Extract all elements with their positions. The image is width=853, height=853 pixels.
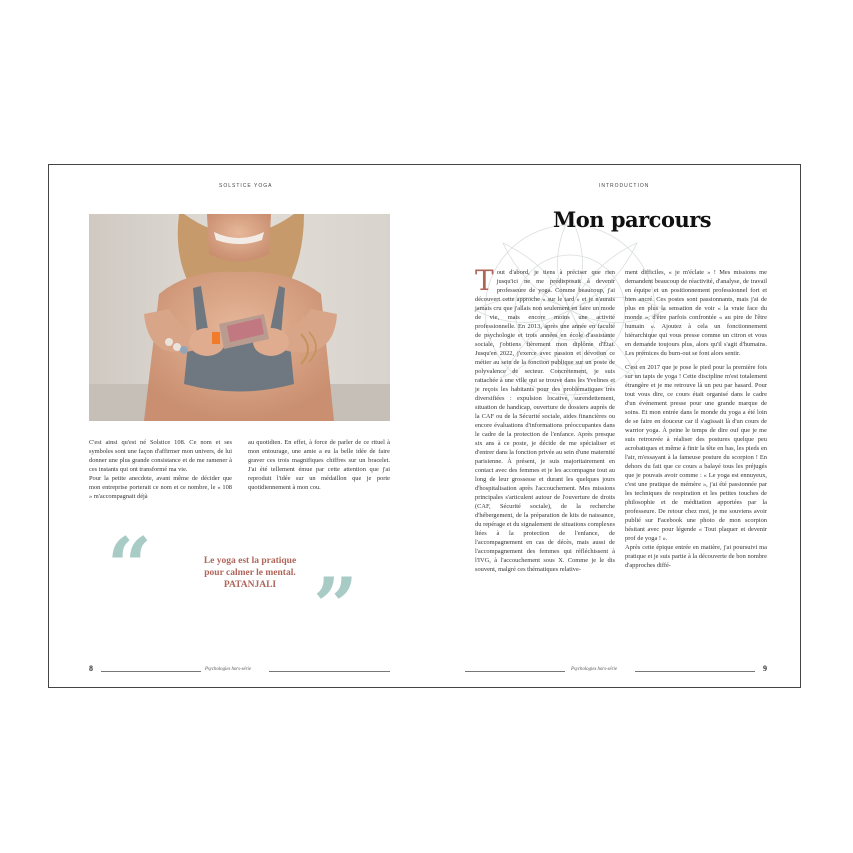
photo xyxy=(89,214,390,421)
page-title: Mon parcours xyxy=(553,207,712,232)
page-number-right: 9 xyxy=(763,664,767,673)
left-column-2 xyxy=(248,438,390,492)
paragraph: Pour la petite anecdote, avant même de décider que mon entreprise porterait ce nom et ce nombre, le « 108 » m'accompagnait déjà xyxy=(89,475,232,500)
footer-rule xyxy=(269,671,390,672)
magazine-spread xyxy=(48,164,801,688)
footer-rule xyxy=(635,671,755,672)
footer-title-left: Psychologies hors-série xyxy=(205,667,251,672)
woman-holding-sage-photo xyxy=(89,214,390,421)
paragraph: Après cette épique entrée en matière, j'ai poursuivi ma pratique et je suis partie à la découverte de bon nombre d'approches diffé- xyxy=(625,544,767,569)
paragraph: ment difficiles, « je m'éclate » ! Mes missions me demandent beaucoup de réactivité, d'analyse, de travail en équipe et un positionnement professionnel fort et bien ancré. Ces postes sont passionnants, mais j'ai de plus en plus la sensation de voir « la vraie face du monde », d'être parfois confrontée « au pire de l'être humain ». Ajoutez à cela un fonctionnement hiérarchique qui vous presse comme un citron et vous en demande toujours plus, alors qu'il s'agit d'humains. Les prémices du burn-out se font alors sentir. xyxy=(625,269,767,357)
quote-line-2: pour calmer le mental. xyxy=(204,568,296,578)
footer-rule xyxy=(101,671,201,672)
right-column-1 xyxy=(475,264,615,574)
paragraph: out d'abord, je tiens à préciser que rien jusqu'ici ne me prédisposait à devenir professeure de yoga. Comme beaucoup, j'ai découvert cette approche « sur le tard » et je n'aurais jamais cru que j'allais non seulement en faire un mode de vie, mais encore moins une activité professionnelle. En 2013, après une année en faculté de psychologie et trois années en école d'assistante sociale, j'obtiens fièrement mon diplôme d'État. Jusqu'en 2022, j'exerce avec passion et dévotion ce métier au sein de la fonction publique sur un poste de polyvalence de secteur. Concrètement, je suis rattachée à une ville qui se trouve dans les Yvelines et je reçois les habitants pour des problématiques très diversifiées : expulsion locative, surendettement, situation de handicap, ouverture de dossiers auprès de la CAF ou de la Sécurité sociale, aides financières ou encore évaluations d'informations préoccupantes dans le cadre de la protection de l'enfance. Après presque six ans à ce poste, je décide de me spécialiser et d'entrer dans la fonction privée au sein d'une maternité parisienne. À présent, je suis majoritairement en contact avec des femmes et je les accompagne tout au long de leur grossesse et durant les quelques jours d'hospitalisation après l'accouchement. Mes missions principales s'articulent autour de l'ouverture de droits (CAF, Sécurité sociale), de la recherche d'hébergement, de la préparation de kits de naissance, du repérage et du signalement de situations complexes liées à la protection de l'enfance, de l'accompagnement en cas de décès, mais aussi de l'accompagnement des femmes qui réfléchissent à l'IVG, à l'accouchement sous X. Comme je le dis souvent, malgré ces thématiques relative- xyxy=(475,269,615,573)
left-page xyxy=(49,165,425,687)
running-header-right: INTRODUCTION xyxy=(599,183,650,189)
paragraph: C'est en 2017 que je pose le pied pour la première fois sur un tapis de yoga ! Cette discipline m'est totalement étrangère et je me retrouve là un peu par hasard. Pour tout vous dire, ce cours était organisé dans le cadre d'un événement presse pour une grande marque de soins. Et mon entrée dans le monde du yoga a été loin de se faire en douceur car il s'agissait là d'un cours de warrior yoga. À peine le temps de dire ouf que je me suis retrouvée à réaliser des postures quelque peu acrobatiques et même à finir la tête en bas, les pieds en l'air, m'essayant à la fameuse posture du scorpion ! En dehors du fait que ce cours a balayé tous les préjugés que je pouvais avoir comme : « Le yoga est ennuyeux, c'est une pratique de mémère », j'ai été passionnée par les techniques de respiration et les petites touches de philosophie et de méditation apportées par la professeure. De retour chez moi, je me souviens avoir publié sur Facebook une photo de mon scorpion hésitant avec pour légende « Tout plaquer et devenir prof de yoga ! ». xyxy=(625,364,767,542)
left-column-1 xyxy=(89,438,232,501)
running-header-left: SOLSTICE YOGA xyxy=(219,183,273,189)
right-page xyxy=(425,165,801,687)
open-quote-mark: “ xyxy=(107,521,152,612)
footer-rule xyxy=(465,671,565,672)
quote-author: PATANJALI xyxy=(223,580,277,590)
close-quote-mark: ” xyxy=(313,561,358,652)
drop-cap: T xyxy=(475,264,494,297)
paragraph: au quotidien. En effet, à force de parler de ce rituel à mon entourage, une amie a eu la belle idée de faire graver ces trois magnifiques chiffres sur un bracelet. J'ai été tellement émue par cette attention que j'ai reproduit l'idée sur un médaillon que je porte quotidiennement à mon cou. xyxy=(248,439,390,491)
quote-line-1: Le yoga est la pratique xyxy=(203,556,297,566)
paragraph: C'est ainsi qu'est né Solstice 108. Ce nom et ses symboles sont une façon d'affirmer mon univers, de lui donner une plus grande consistance et de me ramener à ces instants qui ont transformé ma vie. xyxy=(89,439,232,473)
right-column-2 xyxy=(625,268,767,570)
page-number-left: 8 xyxy=(89,664,93,673)
pull-quote xyxy=(175,555,325,591)
footer-title-right: Psychologies hors-série xyxy=(571,667,617,672)
